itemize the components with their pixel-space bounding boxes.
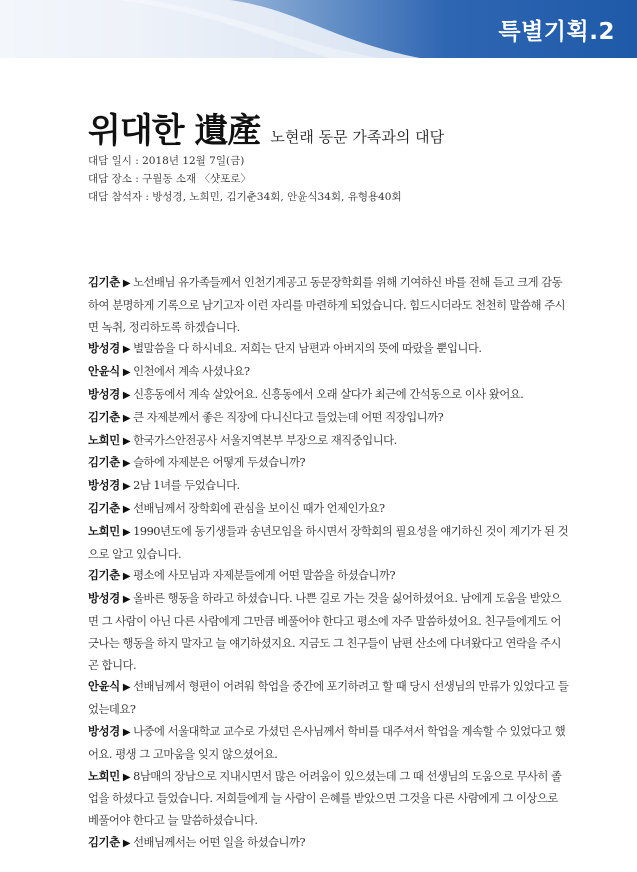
dialogue-turn [88, 766, 571, 832]
dialogue-turn [88, 384, 571, 407]
arrow-icon: ▶ [122, 571, 131, 583]
utterance: 선배님께서 장학회에 관심을 보이신 때가 언제인가요? [133, 501, 385, 515]
arrow-icon: ▶ [122, 389, 131, 401]
dialogue-turn [88, 521, 571, 566]
utterance: 인천에서 계속 사셨나요? [133, 365, 250, 379]
page-title: 위대한 遺產 [88, 111, 261, 151]
utterance: 평소에 사모님과 자제분들에게 어떤 말씀을 하셨습니까? [133, 569, 396, 583]
arrow-icon: ▶ [122, 503, 131, 515]
arrow-icon: ▶ [122, 726, 131, 738]
arrow-icon: ▶ [122, 481, 131, 493]
arrow-icon: ▶ [122, 278, 131, 289]
utterance: 큰 자제분께서 좋은 직장에 다니신다고 들었는데 어떤 직장입니까? [133, 410, 444, 424]
utterance: 노선배님 유가족들께서 인천기계공고 동문장학회를 위해 기여하신 바를 전해 듣고 크게 감동하여 분명하게 기록으로 남기고자 이런 자리를 마련하게 되었습니다. 힘드시더라도 천천히 말씀해 주시면 녹취, 정리하도록 하겠습니다. [88, 276, 566, 334]
utterance: 8남매의 장남으로 지내시면서 많은 어려움이 있으셨는데 그 때 선생님의 도움으로 무사히 졸업을 하셨다고 들었습니다. 저희들에게 늘 사람이 은혜를 받았으면 그것을 다른 사람에게 그 이상으로 베풀어야 한다고 늘 말씀하셨습니다. [88, 769, 562, 828]
meta-date: 대담 일시 : 2018년 12월 7일(금) [88, 155, 245, 167]
dialogue-turn [88, 676, 571, 721]
speaker-name: 방성경 [88, 724, 120, 738]
utterance: 올바른 행동을 하라고 하셨습니다. 나쁜 길로 가는 것을 싫어하셨어요. 남에게 도움을 받았으면 그 사람이 아닌 다른 사람에게 그만큼 베풀어야 한다고 평소에 자주 말씀하셨어요. 친구들에게도 어긋나는 행동을 하지 말자고 늘 얘기하셨지요. 지금도 그 친구들이 남편 산소에 다녀왔다고 연락을 주시곤 합니다. [88, 592, 562, 672]
arrow-icon: ▶ [122, 344, 131, 356]
dialogue-turn [88, 832, 571, 855]
arrow-icon: ▶ [122, 771, 131, 783]
utterance: 한국가스안전공사 서울지역본부 부장으로 재직중입니다. [133, 433, 397, 447]
dialogue-body [88, 272, 571, 855]
speaker-name: 안윤식 [88, 365, 120, 379]
utterance: 선배님께서 형편이 어려워 학업을 중간에 포기하려고 할 때 당시 선생님의 만류가 있었다고 들었는데요? [88, 680, 569, 717]
dialogue-turn [88, 452, 571, 475]
speaker-name: 방성경 [88, 387, 120, 401]
dialogue-turn [88, 272, 571, 338]
speaker-name: 김기춘 [88, 501, 120, 515]
arrow-icon: ▶ [122, 367, 131, 379]
arrow-icon: ▶ [122, 435, 131, 447]
dialogue-turn [88, 721, 571, 766]
utterance: 2남 1녀를 두었습니다. [133, 479, 240, 493]
section-label: 특별기획.2 [498, 19, 615, 45]
arrow-icon: ▶ [122, 594, 131, 606]
dialogue-turn [88, 338, 571, 361]
dialogue-turn [88, 407, 571, 430]
utterance: 슬하에 자제분은 어떻게 두셨습니까? [133, 456, 306, 470]
dialogue-turn [88, 361, 571, 384]
speaker-name: 안윤식 [88, 680, 120, 694]
speaker-name: 노희민 [88, 433, 120, 447]
arrow-icon: ▶ [122, 682, 131, 694]
arrow-icon: ▶ [122, 412, 131, 424]
arrow-icon: ▶ [122, 526, 131, 538]
arrow-icon: ▶ [122, 837, 131, 849]
speaker-name: 김기춘 [88, 456, 120, 470]
speaker-name: 방성경 [88, 592, 120, 606]
dialogue-turn [88, 565, 571, 588]
arrow-icon: ▶ [122, 458, 131, 470]
speaker-name: 김기춘 [88, 276, 120, 289]
speaker-name: 노희민 [88, 769, 120, 783]
utterance: 1990년도에 동기생들과 송년모임을 하시면서 장학회의 필요성을 얘기하신 것이 계기가 된 것으로 알고 있습니다. [88, 524, 569, 561]
utterance: 신흥동에서 계속 살았어요. 신흥동에서 오래 살다가 최근에 간석동으로 이사 왔어요. [133, 387, 524, 401]
speaker-name: 노희민 [88, 524, 120, 538]
speaker-name: 김기춘 [88, 835, 120, 849]
utterance: 선배님께서는 어떤 일을 하셨습니까? [133, 835, 306, 849]
speaker-name: 김기춘 [88, 569, 120, 583]
interview-meta [88, 152, 402, 206]
dialogue-turn [88, 475, 571, 498]
page-subtitle: 노현래 동문 가족과의 대담 [270, 128, 445, 146]
dialogue-turn [88, 498, 571, 521]
speaker-name: 방성경 [88, 479, 120, 493]
meta-place: 대담 장소 : 구월동 소재 〈샷포로〉 [88, 173, 251, 185]
title-row [88, 103, 444, 152]
section-banner [0, 0, 637, 58]
speaker-name: 방성경 [88, 342, 120, 356]
utterance: 나중에 서울대학교 교수로 가셨던 은사님께서 학비를 대주셔서 학업을 계속할 수 있었다고 했어요. 평생 그 고마움을 잊지 않으셨어요. [88, 724, 566, 761]
utterance: 별말씀을 다 하시네요. 저희는 단지 남편과 아버지의 뜻에 따랐을 뿐입니다. [133, 342, 482, 356]
dialogue-turn [88, 430, 571, 453]
speaker-name: 김기춘 [88, 410, 120, 424]
meta-participants: 대담 참석자 : 방성경, 노희민, 김기춘34회, 안윤식34회, 유형용40회 [88, 191, 402, 203]
dialogue-turn [88, 588, 571, 676]
